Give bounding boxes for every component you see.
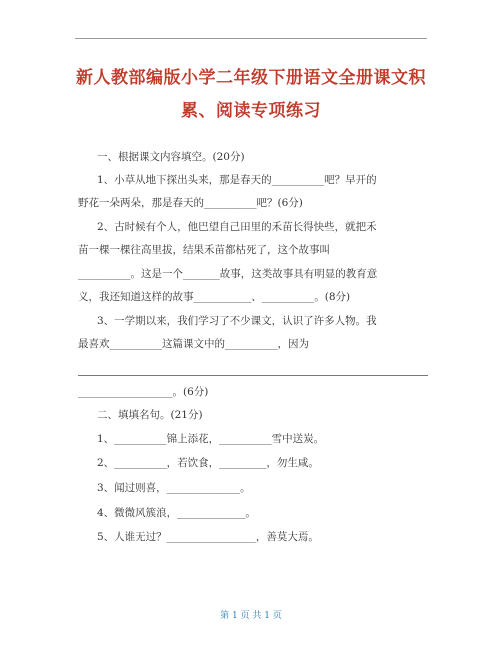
famous-line-1: 1、__________锦上添花，__________雪中送炭。 (97, 433, 325, 445)
question-1-line-2: 野花一朵两朵，那是春天的__________吧？(6分) (78, 197, 303, 209)
question-2-line-2: 苗一棵一棵往高里拔，结果禾苗都枯死了，这个故事叫 (78, 244, 330, 256)
question-3-line-3: __________________。(6分) (78, 386, 209, 398)
section-heading-famous-lines: 二、填填名句。(21分) (97, 409, 203, 421)
famous-line-3: 3、闻过则喜，______________。 (97, 482, 251, 494)
answer-rule (78, 375, 428, 376)
question-3-line-1: 3、一学期以来，我们学习了不少课文，认识了许多人物。我 (97, 315, 377, 327)
question-2-line-3: __________。这是一个_______故事，这类故事具有明显的教育意 (78, 268, 378, 280)
famous-line-5: 5、人谁无过？_________________，善莫大焉。 (97, 531, 319, 543)
header-rule (75, 38, 427, 39)
famous-line-2: 2、__________，若饮食，_________，勿生咸。 (97, 457, 319, 469)
question-3-line-2: 最喜欢__________这篇课文中的__________，因为 (78, 338, 309, 350)
famous-line-4: 4、微微风簇浪，_____________。 (97, 507, 256, 519)
question-2-line-1: 2、古时候有个人，他巴望自己田里的禾苗长得快些，就把禾 (97, 221, 377, 233)
question-2-line-4: 义，我还知道这样的故事___________、__________。(8分) (78, 291, 351, 303)
section-heading-fill-blanks: 一、根据课文内容填空。(20分) (97, 151, 245, 163)
question-1-line-1: 1、小草从地下探出头来，那是春天的__________吧？早开的 (97, 174, 377, 186)
page-footer: 第 1 页 共 1 页 (220, 611, 282, 621)
document-title-line-2: 累、阅读专项练习 (181, 101, 321, 121)
document-title-line-1: 新人教部编版小学二年级下册语文全册课文积 (76, 68, 426, 88)
